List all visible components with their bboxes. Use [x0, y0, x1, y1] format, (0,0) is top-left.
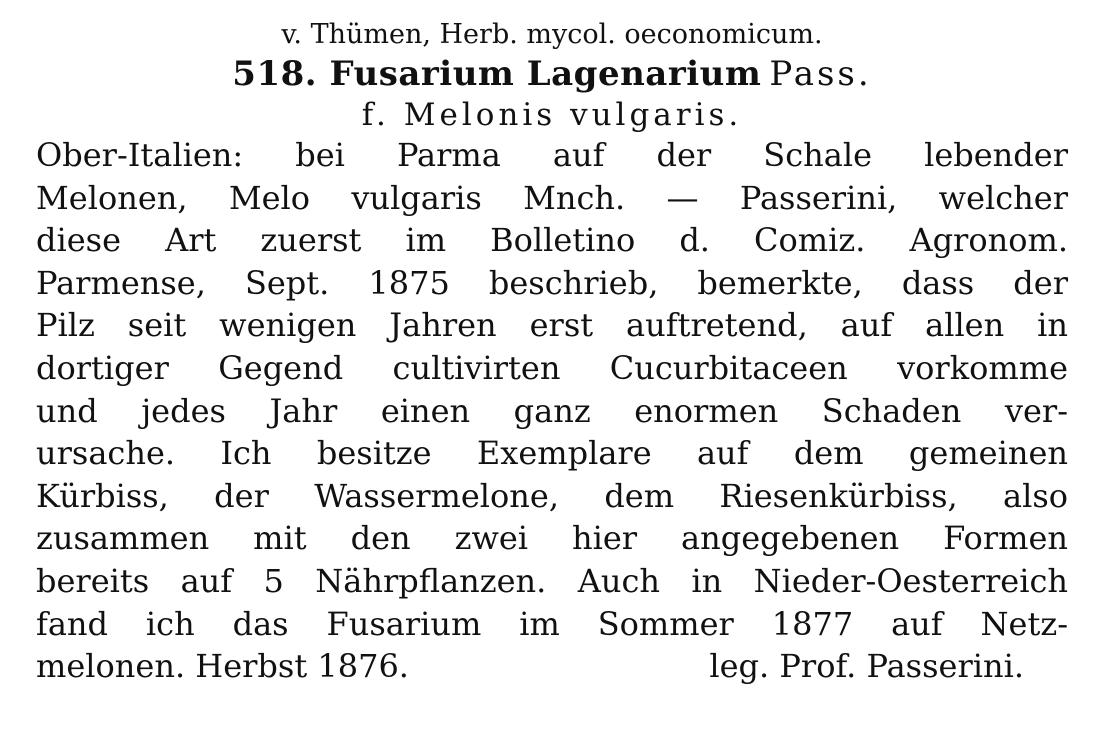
species-title [36, 52, 1068, 96]
species-author: Pass. [769, 54, 872, 94]
body-line: ursache. Ich besitze Exemplare auf dem gemeinen [36, 434, 1068, 473]
description-body [36, 134, 1068, 688]
body-line: dortiger Gegend cultivirten Cucurbitaceen vorkomme [36, 348, 1068, 387]
body-line: bereits auf 5 Nährpflanzen. Auch in Nieder-Oesterreich [36, 561, 1068, 600]
body-line: und jedes Jahr einen ganz enormen Schaden ver- [36, 391, 1068, 430]
body-line: Parmense, Sept. 1875 beschrieb, bemerkte, dass der [36, 263, 1068, 302]
body-line: fand ich das Fusarium im Sommer 1877 auf Netz- [36, 604, 1068, 643]
forma-line: f. Melonis vulgaris. [361, 97, 743, 133]
body-line: zusammen mit den zwei hier angegebenen Formen [36, 519, 1068, 558]
collection-date: melonen. Herbst 1876. [36, 647, 409, 686]
body-line: Melonen, Melo vulgaris Mnch. — Passerini, welcher [36, 178, 1068, 217]
body-line: Ober-Italien: bei Parma auf der Schale lebender [36, 136, 1068, 174]
body-line: Pilz seit wenigen Jahren erst auftretend, auf allen in [36, 306, 1068, 345]
collector: leg. Prof. Passerini. [709, 647, 1024, 686]
final-line [36, 645, 1068, 688]
body-line: Kürbiss, der Wassermelone, dem Riesenkürbiss, also [36, 476, 1068, 515]
series-header: v. Thümen, Herb. mycol. oeconomicum. [281, 19, 823, 50]
body-line: diese Art zuerst im Bolletino d. Comiz. Agronom. [36, 221, 1068, 260]
species-name: 518. Fusarium Lagenarium [232, 54, 762, 94]
